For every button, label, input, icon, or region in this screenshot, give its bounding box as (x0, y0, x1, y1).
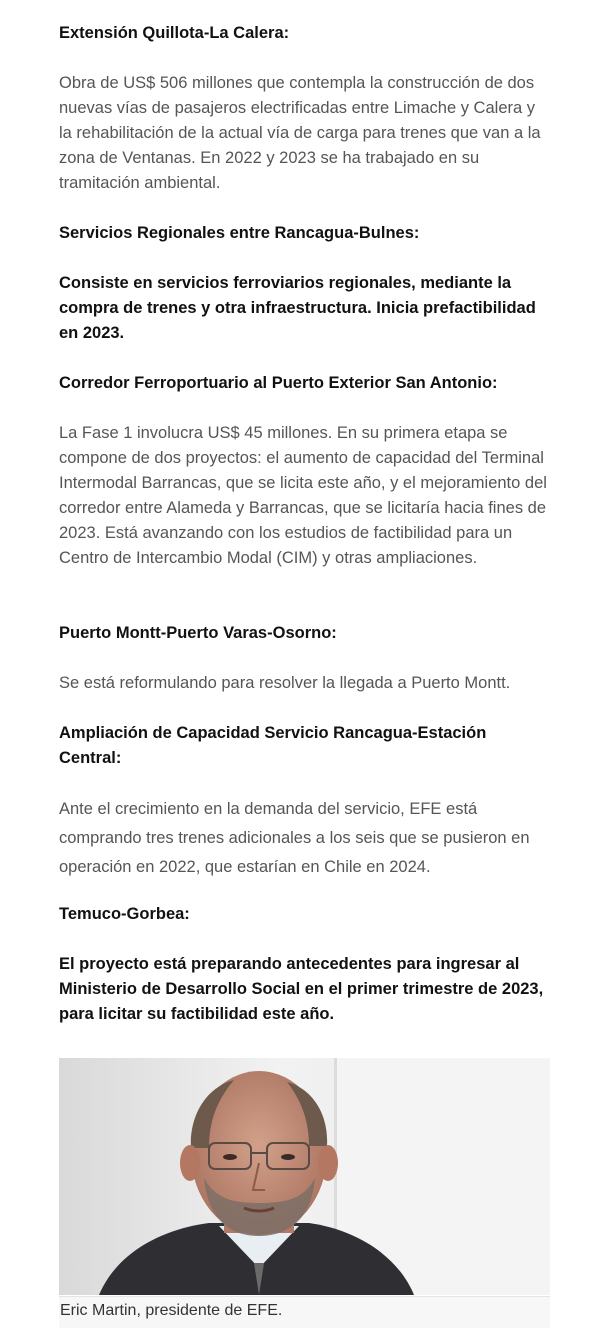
section-heading-puerto-montt: Puerto Montt-Puerto Varas-Osorno: (59, 624, 337, 642)
section-heading-rancagua-estacion: Ampliación de Capacidad Servicio Rancagua-Estación Central: (59, 724, 487, 767)
section-body-puerto-montt: Se está reformulando para resolver la llegada a Puerto Montt. (59, 674, 511, 692)
section-heading-san-antonio: Corredor Ferroportuario al Puerto Exterior San Antonio: (59, 374, 498, 392)
section-heading-temuco: Temuco-Gorbea: (59, 905, 190, 923)
portrait-photo (59, 1058, 550, 1295)
section-heading-quillota: Extensión Quillota-La Calera: (59, 24, 290, 42)
portrait-illustration (59, 1058, 550, 1295)
section-body-rancagua-bulnes: Consiste en servicios ferroviarios regionales, mediante la compra de trenes y otra infraestructura. Inicia prefactibilidad en 2023. (59, 274, 536, 342)
section-heading-rancagua-bulnes: Servicios Regionales entre Rancagua-Bulnes: (59, 224, 420, 242)
section-body-san-antonio: La Fase 1 involucra US$ 45 millones. En su primera etapa se compone de dos proyectos: el aumento de capacidad del Terminal Intermodal Barrancas, que se licita este año, y el mejoramiento del corredor entre Alameda y Barrancas, que se licitaría hacia fines de 2023. Está avanzando con los estudios de factibilidad para un Centro de Intercambio Modal (CIM) y otras ampliaciones. (59, 424, 547, 567)
section-body-rancagua-estacion: Ante el crecimiento en la demanda del servicio, EFE está comprando tres trenes adicionales a los seis que se pusieron en operación en 2022, que estarían en Chile en 2024. (59, 800, 530, 876)
section-body-temuco: El proyecto está preparando antecedentes para ingresar al Ministerio de Desarrollo Social en el primer trimestre de 2023, para licitar su factibilidad este año. (59, 955, 544, 1023)
section-body-quillota: Obra de US$ 506 millones que contempla la construcción de dos nuevas vías de pasajeros electrificadas entre Limache y Calera y la rehabilitación de la actual vía de carga para trenes que van a la zona de Ventanas. En 2022 y 2023 se ha trabajado en su tramitación ambiental. (59, 74, 541, 192)
photo-caption (59, 1296, 550, 1328)
photo-caption-text: Eric Martin, presidente de EFE. (60, 1302, 283, 1319)
